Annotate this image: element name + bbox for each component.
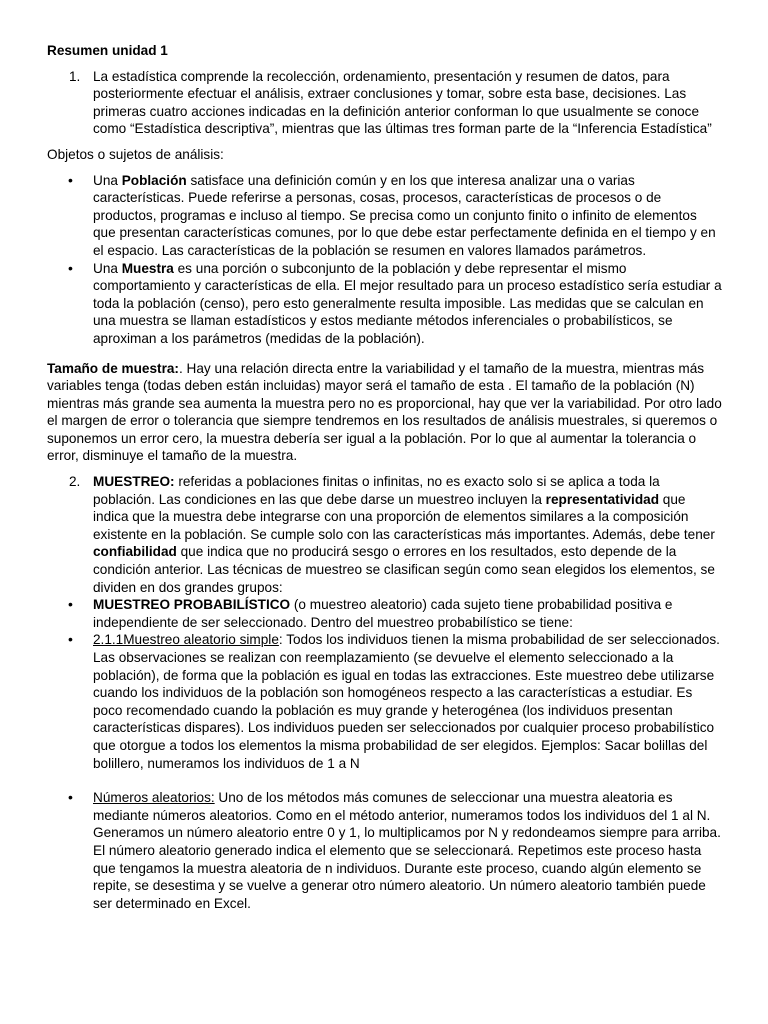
text-part-2: que indica que la muestra debe integrarse con una proporción de elementos similares a la composición existente en la población. Se cumple solo con las características más importantes. Además, debe tener: [93, 491, 715, 542]
bullet-list-muestreo: [47, 596, 722, 912]
bullet-list-objetos: [47, 172, 722, 348]
bullet-icon: •: [68, 171, 73, 188]
term-aleatorio-simple: 2.1.1Muestreo aleatorio simple: [93, 632, 279, 648]
list-item-poblacion: [47, 172, 722, 260]
list-item-probabilistico: [47, 596, 722, 631]
numbered-item-2: [47, 473, 722, 596]
list-item-muestra: [47, 260, 722, 348]
term-confiabilidad: confiabilidad: [93, 544, 177, 560]
text-part-3: que indica que no producirá sesgo o errores en los resultados, esto depende de la condición anterior. Las técnicas de muestreo se clasifican según como sean elegidos los elementos, se dividen en dos grandes grupos:: [93, 544, 715, 595]
bullet-icon: •: [68, 259, 73, 276]
text-body: . Hay una relación directa entre la variabilidad y el tamaño de la muestra, mientras más variables tenga (todas deben están incluidas) mayor será el tamaño de esta . El tamaño de la población (N) mientras más grande sea aumenta la muestra pero no es proporcional, hay que ver la variabilidad. Por otro lado el margen de error o tolerancia que siempre tendremos en los resultados de análisis muestrales, si queremos o suponemos un error cero, la muestra debería ser igual a la población. Por lo que al aumentar la tolerancia o error, disminuye el tamaño de la muestra.: [47, 360, 722, 464]
text-body: es una porción o subconjunto de la población y debe representar el mismo comportamiento y características de ella. El mejor resultado para un proceso estadístico sería estudiar a toda la población (censo), pero esto generalmente resulta imposible. Las medidas que se calculan en una muestra se llaman estadísticos y estos mediante métodos inferenciales o probabilísticos, se aproximan a los parámetros (medidas de la población).: [93, 260, 722, 346]
text-pre: Una: [93, 260, 122, 276]
text-body: Uno de los métodos más comunes de seleccionar una muestra aleatoria es mediante números aleatorios. Como en el método anterior, numeramos todos los individuos del 1 al N. Generamos un número aleatorio entre 0 y 1, lo multiplicamos por N y redondeamos siempre para arriba. El número aleatorio generado indica el elemento que se seleccionará. Repetimos este proceso hasta que tengamos la muestra aleatoria de n individuos. Durante este proceso, cuando algún elemento se repite, se desestima y se vuelve a generar otro número aleatorio. Un número aleatorio también puede ser determinado en Excel.: [93, 790, 721, 911]
text-body: satisface una definición común y en los que interesa analizar una o varias características. Puede referirse a personas, cosas, procesos, características de procesos o de productos, programas e incluso al tiempo. Se precisa como un conjunto finito o infinito de elementos que presentan características comunes, por lo que debe estar perfectamente definida en el tiempo y en el espacio. Las características de la población se resumen en valores llamados parámetros.: [93, 172, 716, 258]
term-poblacion: Población: [121, 172, 187, 188]
list-item-numeros-aleatorios: [47, 789, 722, 912]
numbered-item-1: [47, 68, 722, 138]
text-pre: Una: [93, 172, 122, 188]
text-body: (o muestreo aleatorio) cada sujeto tiene probabilidad positiva e independiente de ser seleccionado. Dentro del muestreo probabilístico se tiene:: [93, 597, 673, 630]
item-text: La estadística comprende la recolección, ordenamiento, presentación y resumen de datos, para posteriormente efectuar el análisis, extraer conclusiones y tomar, sobre esta base, decisiones. Las primeras cuatro acciones indicadas en la definición anterior conforman lo que usualmente se conoce como “Estadística descriptiva”, mientras que las últimas tres forman parte de la “Inferencia Estadística”: [93, 68, 712, 137]
objetos-heading: Objetos o sujetos de análisis:: [47, 146, 224, 162]
term-numeros-aleatorios: Números aleatorios:: [93, 790, 215, 806]
bullet-icon: •: [68, 631, 73, 648]
term-muestra: Muestra: [121, 260, 174, 276]
term-muestreo: MUESTREO:: [93, 474, 175, 490]
item-number: 2.: [69, 474, 81, 490]
tamano-paragraph: [47, 360, 722, 466]
term-representatividad: representatividad: [545, 491, 659, 507]
text-body: : Todos los individuos tienen la misma probabilidad de ser seleccionados. Las observaciones se realizan con reemplazamiento (se devuelve el elemento seleccionado a la población), de forma que la población es igual en todas las extracciones. Este muestreo debe utilizarse cuando los individuos de la población son homogéneos respecto a las características a estudiar. Es poco recomendado cuando la población es muy grande y heterogénea (los individuos presentan características dispares). Los individuos pueden ser seleccionados por cualquier proceso probabilístico que otorgue a todos los elementos la misma probabilidad de ser elegidos. Ejemplos: Sacar bolillas del bolillero, numeramos los individuos de 1 a N: [93, 632, 720, 771]
term-probabilistico: MUESTREO PROBABILÍSTICO: [93, 597, 291, 613]
text-part-1: referidas a poblaciones finitas o infinitas, no es exacto solo si se aplica a toda la población. Las condiciones en las que debe darse un muestreo incluyen la: [93, 474, 660, 507]
term-tamano: Tamaño de muestra:: [47, 360, 179, 376]
list-item-aleatorio-simple: [47, 631, 722, 772]
bullet-icon: •: [68, 789, 73, 806]
bullet-icon: •: [68, 596, 73, 613]
document-title: Resumen unidad 1: [47, 43, 168, 58]
item-number: 1.: [69, 68, 81, 84]
